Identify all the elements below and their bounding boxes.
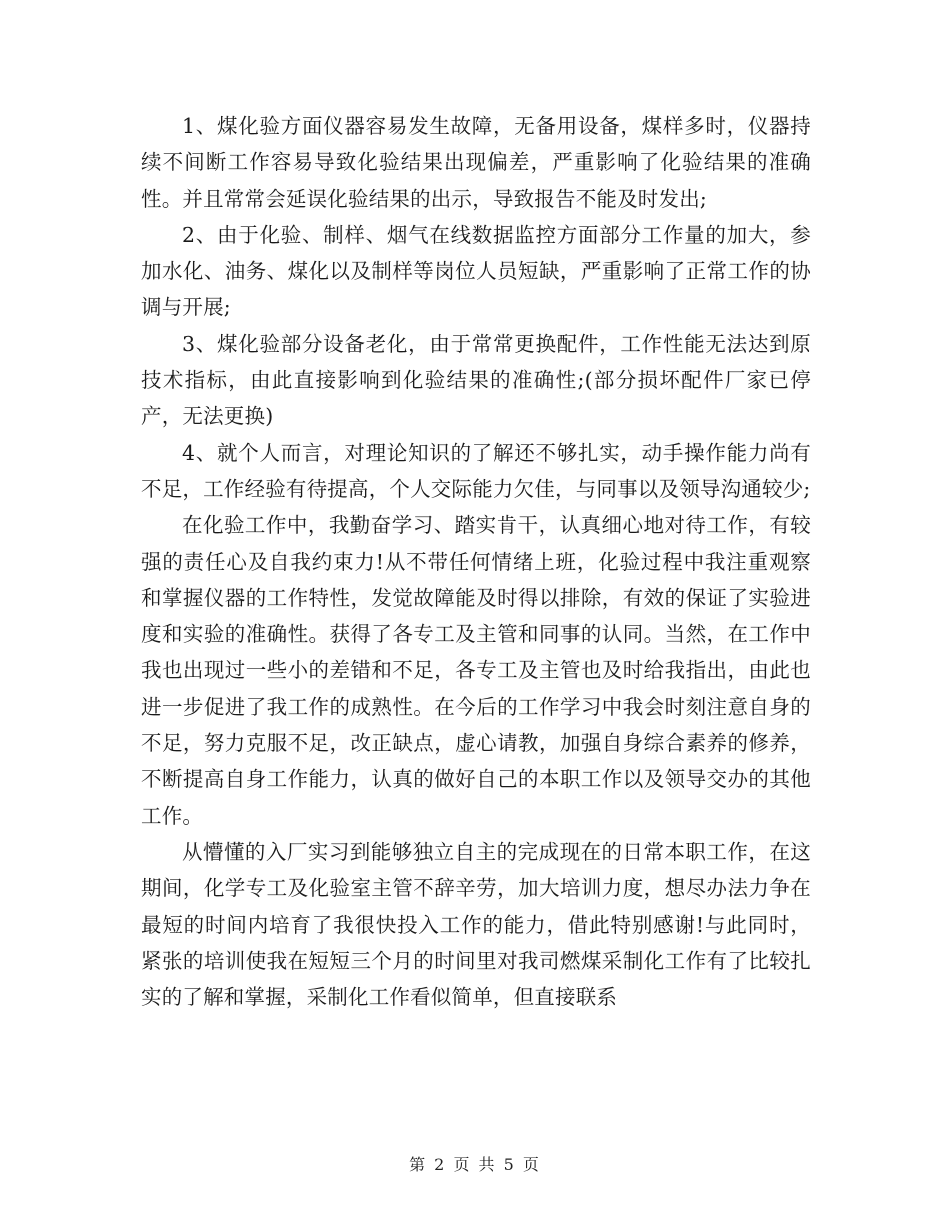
paragraph-4: 4、就个人而言，对理论知识的了解还不够扎实，动手操作能力尚有不足，工作经验有待提高，个人交际能力欠佳，与同事以及领导沟通较少; — [141, 440, 811, 501]
paragraph-2: 2、由于化验、制样、烟气在线数据监控方面部分工作量的加大，参加水化、油务、煤化以及制样等岗位人员短缺，严重影响了正常工作的协调与开展; — [141, 222, 811, 320]
paragraph-1: 1、煤化验方面仪器容易发生故障，无备用设备，煤样多时，仪器持续不间断工作容易导致化验结果出现偏差，严重影响了化验结果的准确性。并且常常会延误化验结果的出示，导致报告不能及时发出; — [141, 114, 811, 211]
paragraph-3: 3、煤化验部分设备老化，由于常常更换配件，工作性能无法达到原技术指标，由此直接影响到化验结果的准确性;(部分损坏配件厂家已停产，无法更换) — [141, 331, 811, 429]
paragraph-6: 从懵懂的入厂实习到能够独立自主的完成现在的日常本职工作，在这期间，化学专工及化验室主管不辞辛劳，加大培训力度，想尽办法力争在最短的时间内培育了我很快投入工作的能力，借此特别感谢!与此同时，紧张的培训使我在短短三个月的时间里对我司燃煤采制化工作有了比较扎实的了解和掌握，采制化工作看似简单，但直接联系 — [141, 839, 811, 1010]
page-number-footer: 第 2 页 共 5 页 — [409, 1155, 541, 1174]
document-body — [141, 108, 811, 1015]
paragraph-5: 在化验工作中，我勤奋学习、踏实肯干，认真细心地对待工作，有较强的责任心及自我约束力!从不带任何情绪上班，化验过程中我注重观察和掌握仪器的工作特性，发觉故障能及时得以排除，有效的保证了实验进度和实验的准确性。获得了各专工及主管和同事的认同。当然，在工作中我也出现过一些小的差错和不足，各专工及主管也及时给我指出，由此也进一步促进了我工作的成熟性。在今后的工作学习中我会时刻注意自身的不足，努力克服不足，改正缺点，虚心请教，加强自身综合素养的修养，不断提高自身工作能力，认真的做好自己的本职工作以及领导交办的其他工作。 — [141, 513, 811, 828]
